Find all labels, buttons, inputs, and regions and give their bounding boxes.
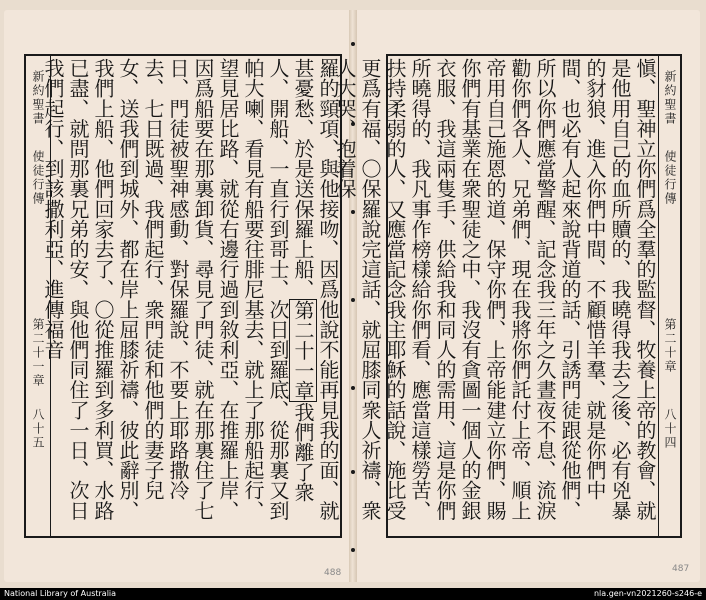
footer-credit: National Library of Australia: [4, 589, 117, 598]
binding-stitch: [351, 386, 355, 390]
right-chapter-label: 第二十章: [663, 318, 677, 374]
right-page-number: 八十四: [663, 408, 677, 450]
binding-stitch: [351, 298, 355, 302]
left-chapter-label: 第二十一章: [31, 318, 45, 388]
right-body-text: 愼、聖神立你們爲全羣的監督、牧養上帝的教會、就是他用自己的血所贖的、我曉得我去之後、必有兇暴的豺狼、進入你們中間、不顧惜羊羣、就是你們中間、也必有人起來說背道的話、引誘門徒跟從他們、所以你們應當警醒、記念我三年之久晝夜不息、流淚勸你們各人、兄弟們、現在我將你們託付上帝、順上帝用自己施恩的道、保守你們、上帝能建立你們、賜你們有基業在衆聖徒之中、我沒有貪圖一個人的金銀衣服、我這兩隻手、供給我和同人的需用、這是你們所曉得的、我凡事作榜樣給你們看、應當這樣勞苦、扶持柔弱的人、又應當記念我主耶穌的話說、施比受更爲有福、〇保羅說完這話、就屈膝同衆人祈禱、衆人大哭、抱着保: [333, 58, 657, 521]
binding-stitch: [351, 42, 355, 46]
chapter-21-heading: 第二十一章: [291, 300, 315, 401]
viewer-footer-bar: [0, 588, 706, 600]
left-text-before-heading: 羅的頸項、與他接吻、因爲他說不能再見我的面、就甚憂愁、於是送保羅上船、: [291, 58, 340, 521]
left-page-number: 八十五: [31, 408, 45, 450]
left-running-header: 新約聖書: [31, 70, 45, 126]
left-pencil-annotation: 488: [324, 568, 342, 578]
footer-identifier: nla.gen-vn2021260-s246-e: [593, 589, 702, 598]
binding-stitch: [351, 470, 355, 474]
right-running-header: 新約聖書: [663, 70, 677, 126]
right-book-title: 使徒行傳: [663, 150, 677, 206]
left-text-after-heading: 我們離了衆人、開船、一直行到哥士、次日到羅底、從那裏又到帕大喇、看見有船要往腓尼基去、就上了那船起行、望見居比路、就從右邊行過到敘利亞、在推羅上岸、因爲船要在那裏卸貨、尋見了門徒、就在那裏住了七日、門徒被聖神感動、對保羅說、不要上耶路撒冷去、七日既過、我們起行、衆門徒和他們的妻子兒女、送我們到城外、都在岸上屈膝祈禱、彼此辭別、我們上船、他們回家去了、〇從推羅到多利買、水路已盡、就問那裏兄弟的安、與他們同住了一日、次日我們起行、到該撒利亞、進傳福音: [41, 58, 315, 521]
left-body-text: [41, 58, 340, 534]
binding-stitch: [351, 548, 355, 552]
binding-stitch: [351, 210, 355, 214]
right-pencil-annotation: 487: [672, 564, 690, 574]
left-book-title: 使徒行傳: [31, 150, 45, 206]
right-margin-rule: [658, 54, 659, 538]
